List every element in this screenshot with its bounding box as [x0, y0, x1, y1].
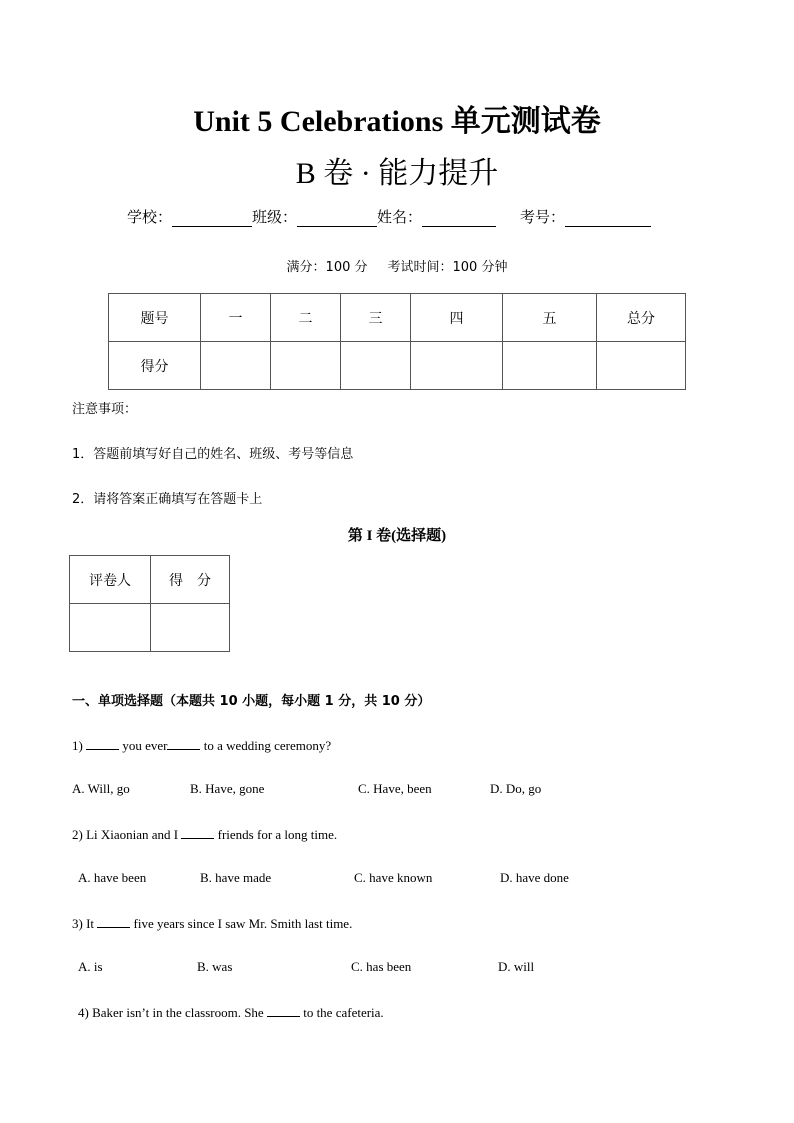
name-label: 姓名： [377, 208, 423, 226]
score-input-cell[interactable] [201, 342, 271, 390]
table-cell: 得分 [109, 342, 201, 390]
score-input-cell[interactable] [597, 342, 686, 390]
question-stem [72, 737, 331, 754]
grader-score-label: 得 分 [151, 556, 230, 604]
student-info-line [127, 206, 651, 227]
score-input-cell[interactable] [503, 342, 597, 390]
score-input-cell[interactable] [271, 342, 341, 390]
option[interactable]: A. Will, go [72, 781, 130, 796]
stem-text: 3) It [72, 916, 98, 931]
question-stem [72, 915, 352, 932]
table-cell: 五 [503, 294, 597, 342]
table-cell: 总分 [597, 294, 686, 342]
option[interactable]: D. have done [500, 870, 569, 885]
option[interactable]: C. Have, been [358, 781, 432, 796]
score-input-cell[interactable] [341, 342, 411, 390]
table-cell: 三 [341, 294, 411, 342]
stem-text: friends for a long time. [214, 827, 338, 842]
exam-meta [0, 256, 794, 275]
grader-input-cell[interactable] [70, 604, 151, 652]
grader-label: 评卷人 [70, 556, 151, 604]
table-cell: 题号 [109, 294, 201, 342]
option[interactable]: C. has been [351, 959, 412, 974]
answer-blank [181, 826, 214, 839]
question-stem [78, 1004, 384, 1021]
option[interactable]: B. have made [200, 870, 272, 885]
answer-blank [167, 737, 200, 750]
table-cell: 一 [201, 294, 271, 342]
grader-table [69, 555, 230, 652]
grader-score-cell[interactable] [151, 604, 230, 652]
score-table-score-row [109, 342, 686, 390]
notes-title: 注意事项： [72, 402, 138, 417]
name-blank[interactable] [422, 210, 496, 227]
document-subtitle: B 卷 · 能力提升 [295, 157, 499, 190]
exam-time: 考试时间：100 分钟 [387, 260, 508, 275]
stem-text: 2) Li Xiaonian and I [72, 827, 182, 842]
stem-text: to the cafeteria. [299, 1005, 384, 1020]
stem-text: 4) Baker isn’t in the classroom. She [78, 1005, 267, 1020]
document-title: Unit 5 Celebrations 单元测试卷 [193, 105, 601, 138]
table-cell: 二 [271, 294, 341, 342]
answer-blank [97, 915, 130, 928]
full-score: 满分：100 分 [286, 260, 368, 275]
score-input-cell[interactable] [411, 342, 503, 390]
note-item: 2．请将答案正确填写在答题卡上 [72, 492, 263, 507]
exam-no-blank[interactable] [565, 210, 651, 227]
option[interactable]: D. Do, go [490, 781, 542, 796]
option[interactable]: D. will [498, 959, 535, 974]
stem-text: to a wedding ceremony? [200, 738, 332, 753]
question-stem [72, 826, 337, 843]
answer-blank [86, 737, 119, 750]
option[interactable]: B. was [197, 959, 233, 974]
school-label: 学校： [127, 208, 173, 226]
stem-text: 1) [72, 738, 87, 753]
part1-title: 第 I 卷(选择题) [347, 528, 447, 544]
table-cell: 四 [411, 294, 503, 342]
class-blank[interactable] [297, 210, 377, 227]
score-table-header-row [109, 294, 686, 342]
school-blank[interactable] [172, 210, 252, 227]
score-table [108, 293, 686, 390]
note-item: 1．答题前填写好自己的姓名、班级、考号等信息 [72, 447, 354, 462]
exam-no-label: 考号： [520, 208, 566, 226]
class-label: 班级： [252, 208, 298, 226]
option[interactable]: B. Have, gone [190, 781, 265, 796]
option[interactable]: A. is [78, 959, 103, 974]
answer-blank [267, 1004, 300, 1017]
stem-text: five years since I saw Mr. Smith last time. [130, 916, 353, 931]
section-heading: 一、单项选择题（本题共 10 小题，每小题 1 分，共 10 分） [72, 694, 431, 709]
option[interactable]: C. have known [354, 870, 433, 885]
stem-text: you ever [119, 738, 168, 753]
option[interactable]: A. have been [78, 870, 147, 885]
